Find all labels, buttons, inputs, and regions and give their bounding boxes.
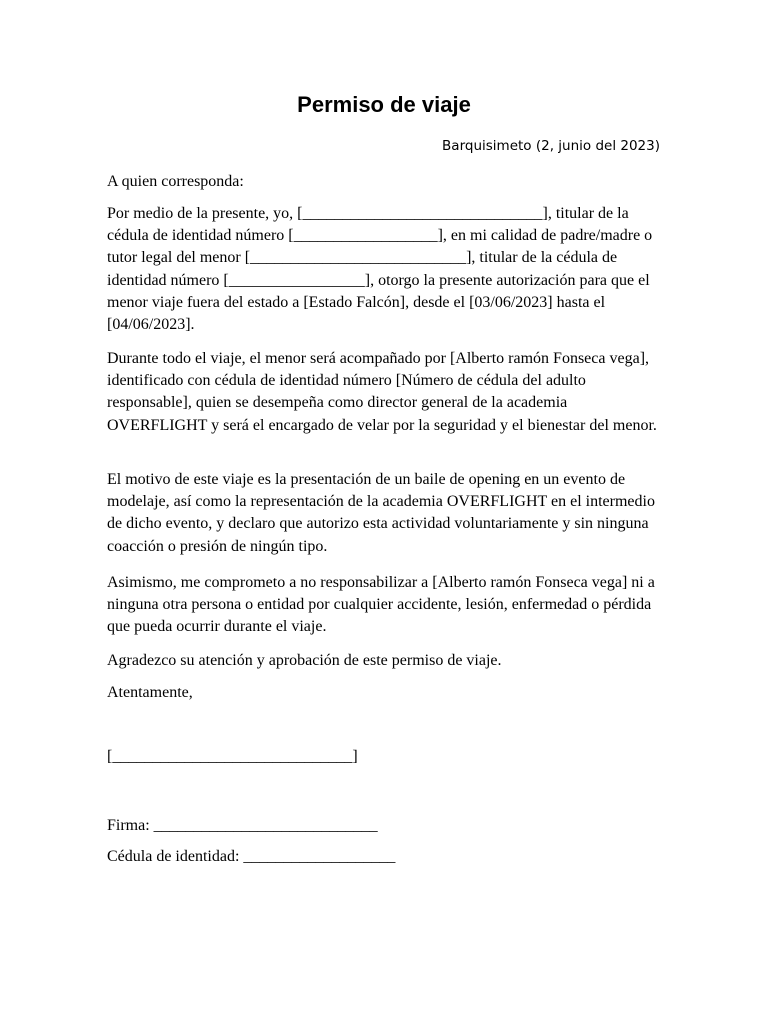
document-title: Permiso de viaje bbox=[297, 92, 471, 117]
paragraph-companion: Durante todo el viaje, el menor será acompañado por [Alberto ramón Fonseca vega], identificado con cédula de identidad número [Número de cédula del adulto responsable], quien se desempeña como director general de la academia OVERFLIGHT y será el encargado de velar por la seguridad y el bienestar del menor. bbox=[107, 350, 657, 434]
paragraph-thanks: Agradezco su atención y aprobación de este permiso de viaje. bbox=[107, 652, 502, 669]
greeting: A quien corresponda: bbox=[107, 173, 244, 190]
place-and-date: Barquisimeto (2, junio del 2023) bbox=[442, 138, 660, 154]
closing: Atentamente, bbox=[107, 684, 193, 701]
id-number-line: Cédula de identidad: ___________________ bbox=[107, 848, 396, 865]
paragraph-authorization: Por medio de la presente, yo, [______________________________], titular de la cédula de identidad número [__________________], en mi calidad de padre/madre o tutor legal del menor [___________________________], titular de la cédula de identidad número [_________________], otorgo la presente autorización para que el menor viaje fuera del estado a [Estado Falcón], desde el [03/06/2023] hasta el [04/06/2023]. bbox=[107, 205, 653, 334]
signature-line: Firma: ____________________________ bbox=[107, 817, 378, 834]
name-placeholder: [______________________________] bbox=[107, 748, 358, 765]
paragraph-reason: El motivo de este viaje es la presentación de un baile de opening en un evento de modelaje, así como la representación de la academia OVERFLIGHT en el intermedio de dicho evento, y declaro que autorizo esta actividad voluntariamente y sin ninguna coacción o presión de ningún tipo. bbox=[107, 471, 655, 555]
paragraph-liability: Asimismo, me comprometo a no responsabilizar a [Alberto ramón Fonseca vega] ni a ninguna otra persona o entidad por cualquier accidente, lesión, enfermedad o pérdida que pueda ocurrir durante el viaje. bbox=[107, 574, 655, 636]
